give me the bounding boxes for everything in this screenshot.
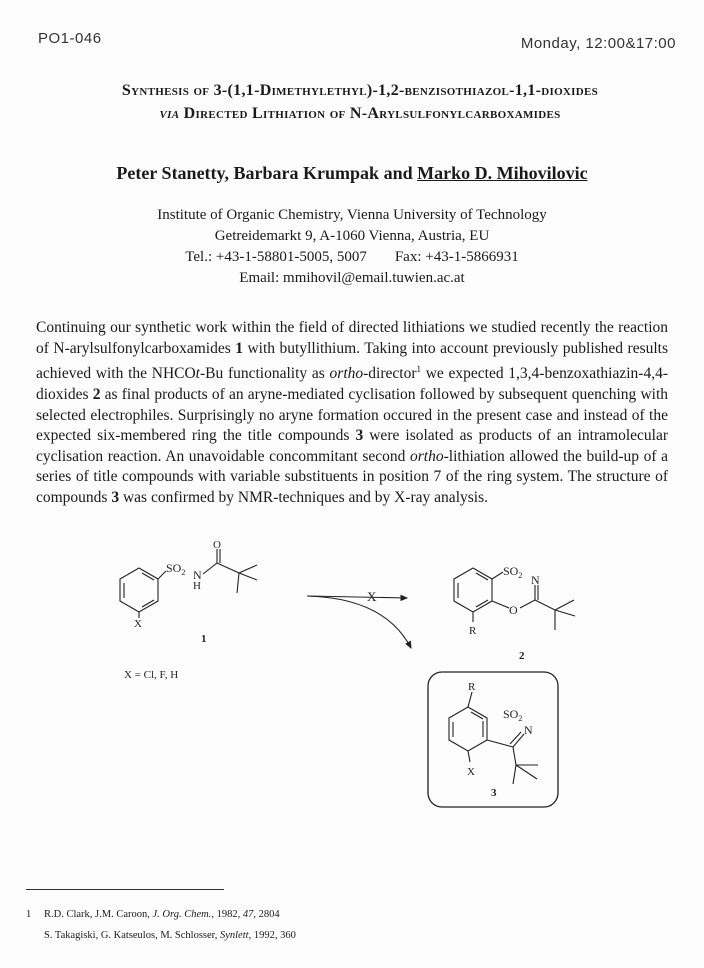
footnote-year: , 1982, — [211, 909, 243, 920]
svg-text:SO2 — [503, 707, 522, 723]
hydrogen-label: H — [193, 580, 201, 592]
so2-label: SO — [503, 564, 519, 578]
svg-text:SO2 — [503, 564, 522, 580]
footnote-pages: , 2804 — [253, 909, 280, 920]
reaction-arrows — [307, 589, 411, 648]
presenting-author: Marko D. Mihovilovic — [417, 163, 588, 183]
subscript: 2 — [518, 714, 523, 723]
email: Email: mmihovil@email.tuwien.ac.at — [239, 270, 465, 286]
compound-1-structure — [120, 539, 257, 681]
nitrogen-label: N — [193, 568, 202, 582]
compound-1-label: 1 — [201, 633, 207, 645]
compound-2-label: 2 — [519, 650, 525, 662]
abstract-part: was confirmed by NMR-techniques and by X-ray analysis. — [119, 488, 488, 506]
footnote-volume: 47 — [242, 909, 254, 920]
x-substituent-label: X — [134, 618, 142, 630]
footnote-2 — [44, 930, 296, 941]
poster-code: PO1-046 — [38, 30, 102, 47]
title-line-1: Synthesis of 3-(1,1-Dimethylethyl)-1,2-benzisothiazol-1,1-dioxides — [121, 82, 599, 99]
subscript: 2 — [181, 568, 186, 577]
blocked-pathway-mark: X — [367, 589, 377, 604]
abstract-part: Continuing our synthetic work within the field of directed lithiations we studied recently the reaction of N-arylsulfonylcarboxamides — [36, 319, 668, 357]
footnote-year-pages: , 1992, 360 — [248, 930, 296, 941]
compound-2-structure — [454, 564, 575, 662]
abstract-part: -lithiation allowed the build-up of a series of title compounds with variable substituents in position 7 of the ring system. The structure of compounds — [36, 447, 668, 506]
compound-ref: 1 — [235, 339, 243, 357]
authors-list: Peter Stanetty, Barbara Krumpak and — [116, 163, 418, 183]
r-substituent-label: R — [469, 625, 477, 637]
nitrogen-label: N — [531, 573, 540, 587]
abstract-part: we expected 1,3,4-benzoxathiazin-4,4-dioxides — [36, 365, 668, 403]
footnote-1 — [44, 909, 280, 920]
footnote-authors: S. Takagiski, G. Katseulos, M. Schlosser, — [44, 930, 220, 941]
address: Getreidemarkt 9, A-1060 Vienna, Austria, EU — [214, 228, 490, 244]
session-time: Monday, 12:00&17:00 — [520, 35, 676, 52]
abstract-italic: ortho — [410, 447, 444, 465]
footnote-authors: R.D. Clark, J.M. Caroon, — [44, 909, 153, 920]
oxygen-label: O — [213, 539, 221, 551]
title-via: via — [159, 105, 180, 122]
citation-ref: 1 — [416, 364, 421, 375]
nitrogen-label: N — [524, 723, 533, 737]
compound-3-box — [428, 672, 558, 807]
svg-text:SO2 — [166, 561, 185, 577]
title-line-2-text: Directed Lithiation of N-Arylsulfonylcarboxamides — [179, 105, 561, 122]
so2-label: SO — [166, 561, 182, 575]
compound-ref: 3 — [355, 427, 364, 445]
abstract-part: were isolated as products of an intramolecular cyclisation reaction. An unavoidable concommitant second — [36, 427, 669, 465]
institute: Institute of Organic Chemistry, Vienna University of Technology — [157, 207, 547, 223]
x-substituent-label: X — [467, 766, 475, 778]
phone: Tel.: +43-1-58801-5005, 5007 — [185, 249, 367, 265]
abstract-part: -director — [363, 365, 417, 383]
abstract-part: with butyllithium. Taking into account previously published results achieved with the NHCO — [36, 339, 669, 383]
so2-label: SO — [503, 707, 519, 721]
r-substituent-label: R — [468, 681, 476, 693]
oxygen-label: O — [509, 603, 518, 617]
abstract-italic: t — [195, 365, 200, 383]
footnote-number: 1 — [26, 909, 32, 920]
compound-3-label: 3 — [491, 787, 497, 799]
abstract-part: as final products of an aryne-mediated cyclisation followed by subsequent quenching with selected electrophiles. Surprisingly no aryne formation occured in the present case and instead of the expected six-membered ring the title compounds — [36, 385, 669, 445]
footnote-divider — [26, 889, 224, 890]
fax: Fax: +43-1-5866931 — [394, 249, 519, 265]
compound-ref: 2 — [92, 385, 101, 403]
abstract-part: -Bu functionality as — [199, 365, 330, 383]
x-definition: X = Cl, F, H — [124, 669, 179, 681]
compound-ref: 3 — [111, 488, 120, 506]
subscript: 2 — [518, 571, 523, 580]
footnote-journal: Synlett — [219, 930, 249, 941]
footnote-journal: J. Org. Chem. — [152, 909, 212, 920]
abstract-italic: ortho — [329, 365, 364, 383]
